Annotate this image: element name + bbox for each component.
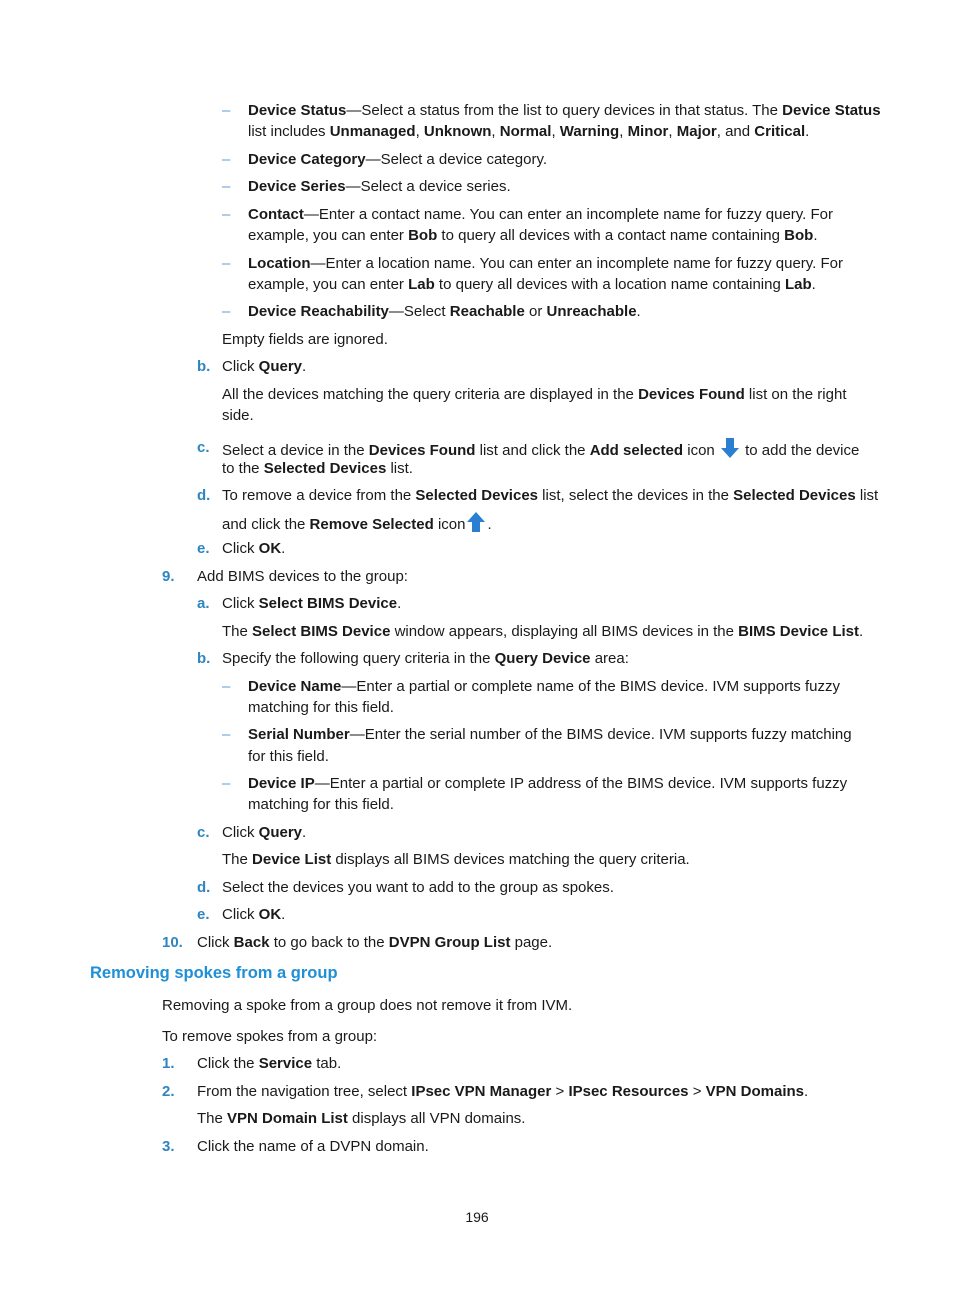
bullet-device-ip-line2: matching for this field.	[248, 796, 394, 813]
step-d-line2: and click the Remove Selected icon .	[222, 511, 492, 539]
step-3-click-domain: Click the name of a DVPN domain.	[197, 1138, 429, 1155]
bullet-dash: –	[222, 775, 231, 792]
step-e-click-ok: Click OK.	[222, 540, 286, 557]
bullet-dash: –	[222, 678, 231, 695]
step-marker: a.	[197, 595, 210, 612]
bullet-serial-number-line2: for this field.	[248, 748, 329, 765]
bullet-dash: –	[222, 151, 231, 168]
step-d-remove-device: To remove a device from the Selected Devices list, select the devices in the Selected Devices list	[222, 487, 879, 504]
step-9c: Click Query.	[222, 824, 307, 841]
step-marker: c.	[197, 824, 210, 841]
step-9e: Click OK.	[222, 906, 286, 923]
step-marker: b.	[197, 358, 211, 375]
bullet-location: Location—Enter a location name. You can enter an incomplete name for fuzzy query. For	[248, 255, 844, 272]
bullet-device-ip: Device IP—Enter a partial or complete IP address of the BIMS device. IVM supports fuzzy	[248, 775, 848, 792]
step-2-navigation: From the navigation tree, select IPsec VPN Manager > IPsec Resources > VPN Domains.	[197, 1083, 809, 1100]
step-c-line2: to the Selected Devices list.	[222, 460, 413, 477]
empty-fields-note: Empty fields are ignored.	[222, 331, 388, 348]
step-marker: c.	[197, 439, 210, 456]
step-marker: 9.	[162, 568, 175, 585]
paragraph: To remove spokes from a group:	[162, 1028, 378, 1045]
arrow-down-icon	[719, 437, 741, 465]
step-marker: 1.	[162, 1055, 175, 1072]
bullet-contact-line2: example, you can enter Bob to query all devices with a contact name containing Bob.	[248, 227, 818, 244]
bullet-device-category: Device Category—Select a device category.	[248, 151, 548, 168]
step-1-service-tab: Click the Service tab.	[197, 1055, 342, 1072]
step-marker: 2.	[162, 1083, 175, 1100]
step-9c-note: The Device List displays all BIMS devices matching the query criteria.	[222, 851, 690, 868]
step-9-add-bims: Add BIMS devices to the group:	[197, 568, 408, 585]
step-9b: Specify the following query criteria in the Query Device area:	[222, 650, 629, 667]
step-marker: d.	[197, 487, 211, 504]
step-marker: e.	[197, 540, 210, 557]
step-2-note: The VPN Domain List displays all VPN domains.	[197, 1110, 526, 1127]
bullet-location-line2: example, you can enter Lab to query all devices with a location name containing Lab.	[248, 276, 816, 293]
step-marker: e.	[197, 906, 210, 923]
step-9d: Select the devices you want to add to the group as spokes.	[222, 879, 614, 896]
section-heading: Removing spokes from a group	[90, 964, 338, 982]
step-9a-note: The Select BIMS Device window appears, displaying all BIMS devices in the BIMS Device List.	[222, 623, 864, 640]
bullet-device-name: Device Name—Enter a partial or complete name of the BIMS device. IVM supports fuzzy	[248, 678, 840, 695]
bullet-dash: –	[222, 102, 231, 119]
step-b-click-query: Click Query.	[222, 358, 307, 375]
bullet-dash: –	[222, 178, 231, 195]
bullet-device-reachability: Device Reachability—Select Reachable or Unreachable.	[248, 303, 641, 320]
bullet-device-status-line2: list includes Unmanaged, Unknown, Normal, Warning, Minor, Major, and Critical.	[248, 123, 810, 140]
step-marker: 3.	[162, 1138, 175, 1155]
step-marker: 10.	[162, 934, 183, 951]
step-b-note: All the devices matching the query criteria are displayed in the Devices Found list on the right	[222, 386, 847, 403]
bullet-device-name-line2: matching for this field.	[248, 699, 394, 716]
step-10-click-back: Click Back to go back to the DVPN Group List page.	[197, 934, 553, 951]
bullet-dash: –	[222, 255, 231, 272]
step-c-select-device: Select a device in the Devices Found list and click the Add selected icon to add the device	[222, 437, 859, 465]
arrow-up-icon	[465, 511, 487, 539]
bullet-device-status: Device Status—Select a status from the list to query devices in that status. The Device Status	[248, 102, 881, 119]
bullet-dash: –	[222, 303, 231, 320]
bullet-contact: Contact—Enter a contact name. You can enter an incomplete name for fuzzy query. For	[248, 206, 834, 223]
step-marker: d.	[197, 879, 211, 896]
step-marker: b.	[197, 650, 211, 667]
bullet-dash: –	[222, 726, 231, 743]
step-9a: Click Select BIMS Device.	[222, 595, 402, 612]
bullet-serial-number: Serial Number—Enter the serial number of the BIMS device. IVM supports fuzzy matching	[248, 726, 852, 743]
bullet-dash: –	[222, 206, 231, 223]
page-number: 196	[465, 1209, 489, 1225]
bullet-device-series: Device Series—Select a device series.	[248, 178, 511, 195]
paragraph: Removing a spoke from a group does not remove it from IVM.	[162, 997, 573, 1014]
step-b-note-line2: side.	[222, 407, 254, 424]
